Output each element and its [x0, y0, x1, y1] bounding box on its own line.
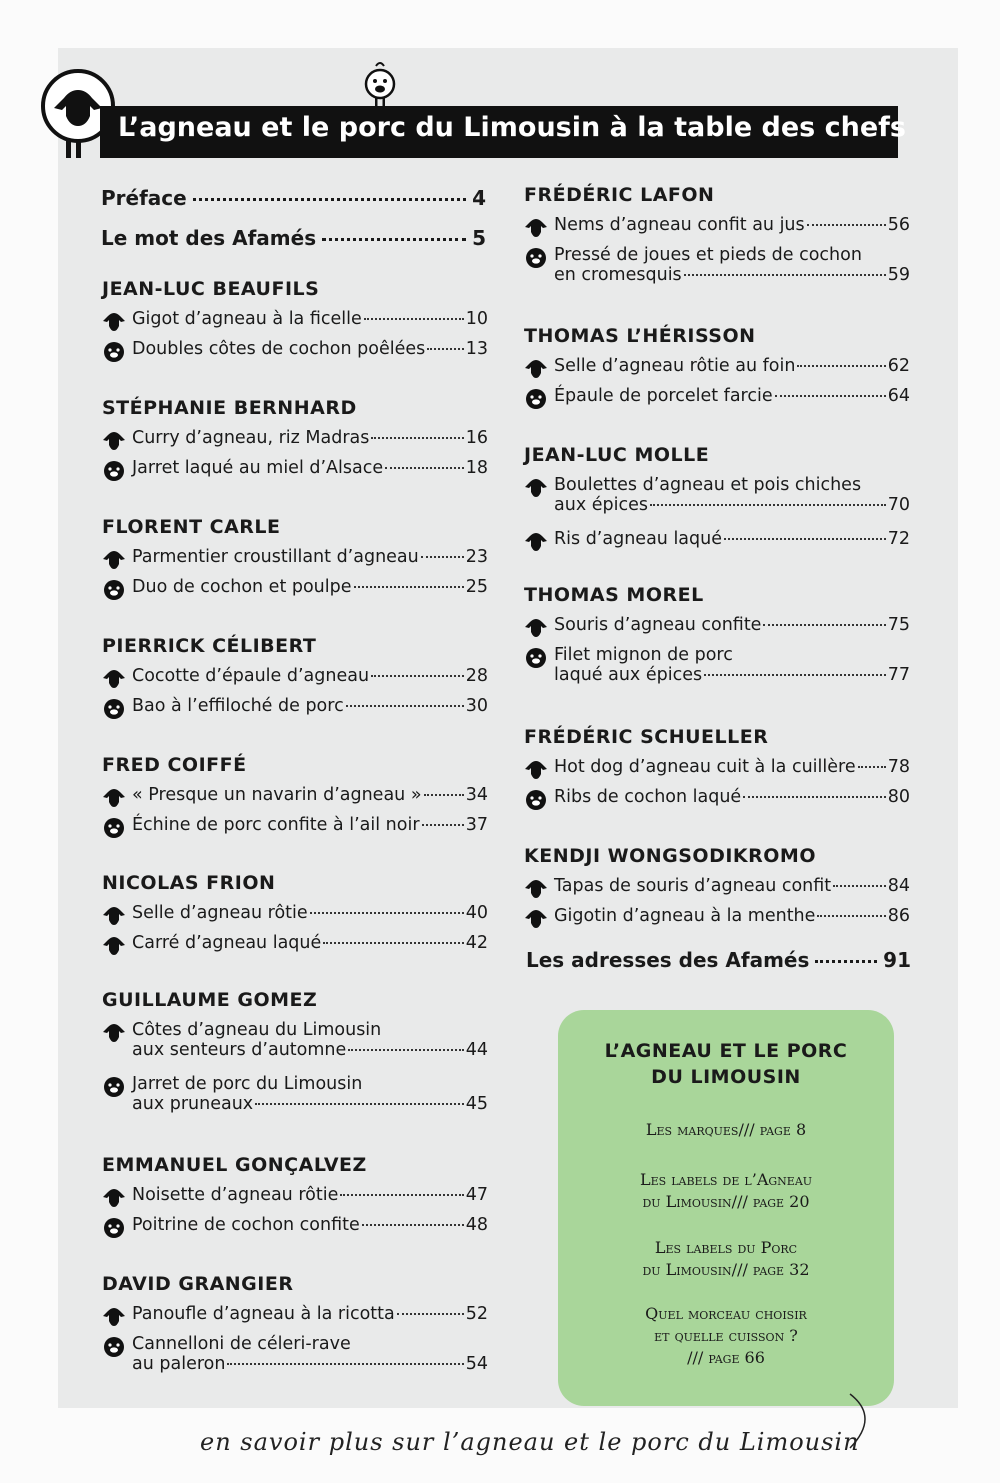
recipe-entry[interactable]	[524, 215, 910, 239]
leader-dots	[385, 467, 464, 469]
sheep-icon	[524, 531, 548, 553]
recipe-title: Pressé de joues et pieds de cochon	[554, 245, 862, 265]
pig-icon	[524, 647, 548, 669]
recipe-entry[interactable]	[102, 1020, 488, 1060]
leader-dots	[193, 198, 466, 201]
recipe-title: Doubles côtes de cochon poêlées	[132, 339, 426, 359]
recipe-entry[interactable]	[102, 458, 488, 482]
leader-dots	[322, 238, 466, 241]
chef-name: FLORENT CARLE	[102, 516, 281, 538]
pig-icon	[102, 817, 126, 839]
recipe-page-number: 80	[887, 787, 910, 807]
recipe-page-number: 28	[465, 666, 488, 686]
toc-page-number: 91	[883, 948, 911, 972]
sheep-icon	[102, 935, 126, 957]
leader-dots	[724, 538, 886, 540]
chef-name: GUILLAUME GOMEZ	[102, 989, 318, 1011]
footer-curve-decoration	[840, 1392, 890, 1452]
green-box-title-line1: L’AGNEAU ET LE PORC	[604, 1040, 848, 1062]
recipe-page-number: 25	[465, 577, 488, 597]
green-box-entry: Quel morceau choisir	[645, 1304, 807, 1323]
recipe-title: Jarret de porc du Limousin	[132, 1074, 363, 1094]
recipe-title: Cannelloni de céleri-rave	[132, 1334, 351, 1354]
recipe-page-number: 13	[465, 339, 488, 359]
recipe-entry[interactable]	[524, 906, 910, 930]
sheep-icon	[102, 787, 126, 809]
chef-name: DAVID GRANGIER	[102, 1273, 294, 1295]
recipe-page-number: 37	[465, 815, 488, 835]
sheep-icon	[102, 549, 126, 571]
recipe-entry[interactable]	[524, 386, 910, 410]
recipe-entry[interactable]	[524, 787, 910, 811]
leader-dots	[348, 1049, 463, 1051]
recipe-page-number: 45	[465, 1094, 488, 1114]
leader-dots	[421, 556, 464, 558]
recipe-title: Gigot d’agneau à la ficelle	[132, 309, 362, 329]
pig-icon	[102, 579, 126, 601]
leader-dots	[371, 437, 463, 439]
chef-name: FRÉDÉRIC SCHUELLER	[524, 726, 769, 748]
footer-handwritten-note: en savoir plus sur l’agneau et le porc du Limousin	[200, 1428, 860, 1456]
recipe-page-number: 77	[887, 665, 910, 685]
leader-dots	[323, 942, 463, 944]
recipe-title: Tapas de souris d’agneau confit	[554, 876, 832, 896]
recipe-entry[interactable]	[102, 1074, 488, 1114]
sheep-icon	[524, 878, 548, 900]
sheep-icon	[524, 477, 548, 499]
recipe-page-number: 16	[465, 428, 488, 448]
recipe-page-number: 42	[465, 933, 488, 953]
leader-dots	[354, 586, 464, 588]
chef-name: KENDJI WONGSODIKROMO	[524, 845, 816, 867]
recipe-entry[interactable]	[102, 903, 488, 927]
recipe-entry[interactable]	[102, 339, 488, 363]
chef-name: PIERRICK CÉLIBERT	[102, 635, 317, 657]
leader-dots	[346, 705, 464, 707]
leader-dots	[227, 1363, 463, 1365]
recipe-entry[interactable]	[102, 428, 488, 452]
recipe-title: Panoufle d’agneau à la ricotta	[132, 1304, 395, 1324]
leader-dots	[807, 224, 886, 226]
recipe-entry[interactable]	[524, 876, 910, 900]
recipe-page-number: 86	[887, 906, 910, 926]
recipe-entry[interactable]	[102, 1185, 488, 1209]
leader-dots	[684, 274, 886, 276]
leader-dots	[422, 824, 464, 826]
recipe-title: Carré d’agneau laqué	[132, 933, 322, 953]
sheep-icon	[102, 311, 126, 333]
sheep-icon	[102, 1306, 126, 1328]
leader-dots	[255, 1103, 464, 1105]
recipe-page-number: 23	[465, 547, 488, 567]
recipe-title: Nems d’agneau confit au jus	[554, 215, 805, 235]
recipe-page-number: 78	[887, 757, 910, 777]
chef-name: THOMAS L’HÉRISSON	[524, 325, 756, 347]
leader-dots	[371, 675, 464, 677]
recipe-page-number: 62	[887, 356, 910, 376]
recipe-title: Poitrine de cochon confite	[132, 1215, 360, 1235]
recipe-entry[interactable]	[524, 475, 910, 515]
pig-icon	[524, 388, 548, 410]
recipe-title: laqué aux épices	[554, 665, 703, 685]
leader-dots	[817, 915, 885, 917]
recipe-entry[interactable]	[524, 529, 910, 553]
recipe-page-number: 56	[887, 215, 910, 235]
recipe-entry[interactable]	[102, 309, 488, 333]
toc-entry-label: Le mot des Afamés	[101, 226, 317, 250]
leader-dots	[424, 794, 464, 796]
leader-dots	[340, 1194, 463, 1196]
recipe-title: Cocotte d’épaule d’agneau	[132, 666, 370, 686]
recipe-page-number: 10	[465, 309, 488, 329]
recipe-page-number: 47	[465, 1185, 488, 1205]
toc-main-entry[interactable]	[101, 186, 486, 210]
recipe-title: Souris d’agneau confite	[554, 615, 762, 635]
recipe-entry[interactable]	[524, 356, 910, 380]
recipe-title: Échine de porc confite à l’ail noir	[132, 815, 420, 835]
pig-icon	[524, 789, 548, 811]
recipe-title: aux pruneaux	[132, 1094, 254, 1114]
leader-dots	[775, 395, 886, 397]
toc-page-number: 4	[472, 186, 486, 210]
pig-logo-icon	[360, 58, 400, 106]
chef-name: FRÉDÉRIC LAFON	[524, 184, 715, 206]
recipe-entry[interactable]	[102, 666, 488, 690]
leader-dots	[833, 885, 886, 887]
leader-dots	[743, 796, 886, 798]
sheep-icon	[524, 759, 548, 781]
chef-name: EMMANUEL GONÇALVEZ	[102, 1154, 367, 1176]
recipe-entry[interactable]	[102, 1215, 488, 1239]
pig-icon	[102, 460, 126, 482]
recipe-entry[interactable]	[102, 1334, 488, 1374]
leader-dots	[815, 960, 877, 963]
toc-page-number: 5	[472, 226, 486, 250]
leader-dots	[858, 766, 886, 768]
green-box-entry: et quelle cuisson ?	[654, 1326, 798, 1345]
recipe-entry[interactable]	[102, 1304, 488, 1328]
recipe-entry[interactable]	[102, 577, 488, 601]
toc-main-entry[interactable]	[101, 226, 486, 250]
recipe-title: Duo de cochon et poulpe	[132, 577, 352, 597]
green-box-title-line2: DU LIMOUSIN	[651, 1066, 801, 1088]
recipe-title: Curry d’agneau, riz Madras	[132, 428, 370, 448]
recipe-page-number: 44	[465, 1040, 488, 1060]
recipe-page-number: 54	[465, 1354, 488, 1374]
recipe-title: Ris d’agneau laqué	[554, 529, 722, 549]
pig-icon	[102, 1336, 126, 1358]
green-info-box	[558, 1010, 894, 1406]
leader-dots	[362, 1224, 464, 1226]
recipe-entry[interactable]	[524, 645, 910, 685]
recipe-entry[interactable]	[524, 615, 910, 639]
toc-main-entry[interactable]	[526, 948, 911, 972]
sheep-icon	[524, 217, 548, 239]
sheep-icon	[102, 430, 126, 452]
recipe-entry[interactable]	[524, 757, 910, 781]
recipe-title: Jarret laqué au miel d’Alsace	[132, 458, 384, 478]
leader-dots	[797, 365, 885, 367]
recipe-title: au paleron	[132, 1354, 226, 1374]
green-box-entry: du Limousin/// page 32	[642, 1260, 810, 1279]
chef-name: JEAN-LUC BEAUFILS	[102, 278, 320, 300]
recipe-page-number: 18	[465, 458, 488, 478]
leader-dots	[364, 318, 464, 320]
pig-icon	[524, 247, 548, 269]
recipe-entry[interactable]	[102, 547, 488, 571]
chef-name: FRED COIFFÉ	[102, 754, 247, 776]
recipe-page-number: 34	[465, 785, 488, 805]
recipe-title: Selle d’agneau rôtie	[132, 903, 308, 923]
recipe-title: en cromesquis	[554, 265, 682, 285]
green-box-entry: du Limousin/// page 20	[642, 1192, 810, 1211]
chef-name: STÉPHANIE BERNHARD	[102, 397, 357, 419]
recipe-page-number: 52	[465, 1304, 488, 1324]
sheep-icon	[102, 905, 126, 927]
recipe-page-number: 75	[887, 615, 910, 635]
chef-name: NICOLAS FRION	[102, 872, 276, 894]
green-box-entry: Les marques/// page 8	[645, 1120, 807, 1139]
recipe-title: Noisette d’agneau rôtie	[132, 1185, 339, 1205]
recipe-entry[interactable]	[102, 785, 488, 809]
sheep-icon	[102, 1187, 126, 1209]
green-box-entry: Les labels de l’Agneau	[639, 1170, 813, 1189]
recipe-entry[interactable]	[524, 245, 910, 285]
sheep-icon	[102, 668, 126, 690]
page-title: L’agneau et le porc du Limousin à la table des chefs	[118, 112, 906, 143]
pig-icon	[102, 1217, 126, 1239]
toc-entry-label: Les adresses des Afamés	[526, 948, 810, 972]
recipe-title: Parmentier croustillant d’agneau	[132, 547, 419, 567]
recipe-title: Gigotin d’agneau à la menthe	[554, 906, 816, 926]
recipe-title: Ribs de cochon laqué	[554, 787, 742, 807]
toc-entry-label: Préface	[101, 186, 187, 210]
recipe-page-number: 64	[887, 386, 910, 406]
sheep-icon	[524, 908, 548, 930]
sheep-icon	[524, 617, 548, 639]
leader-dots	[650, 504, 886, 506]
recipe-title: Filet mignon de porc	[554, 645, 733, 665]
pig-icon	[102, 341, 126, 363]
recipe-page-number: 30	[465, 696, 488, 716]
recipe-title: Épaule de porcelet farcie	[554, 386, 773, 406]
chef-name: THOMAS MOREL	[524, 584, 704, 606]
green-box-entry: Les labels du Porc	[654, 1238, 798, 1257]
leader-dots	[427, 348, 463, 350]
pig-icon	[102, 1076, 126, 1098]
recipe-page-number: 59	[887, 265, 910, 285]
recipe-page-number: 48	[465, 1215, 488, 1235]
recipe-entry[interactable]	[102, 815, 488, 839]
recipe-title: aux épices	[554, 495, 648, 515]
leader-dots	[310, 912, 464, 914]
leader-dots	[704, 674, 886, 676]
recipe-page-number: 72	[887, 529, 910, 549]
recipe-title: Hot dog d’agneau cuit à la cuillère	[554, 757, 856, 777]
recipe-title: Boulettes d’agneau et pois chiches	[554, 475, 862, 495]
recipe-entry[interactable]	[102, 696, 488, 720]
recipe-title: Selle d’agneau rôtie au foin	[554, 356, 796, 376]
recipe-title: Côtes d’agneau du Limousin	[132, 1020, 382, 1040]
leader-dots	[763, 624, 885, 626]
recipe-title: « Presque un navarin d’agneau »	[132, 785, 422, 805]
sheep-icon	[102, 1022, 126, 1044]
chef-name: JEAN-LUC MOLLE	[524, 444, 710, 466]
sheep-icon	[524, 358, 548, 380]
recipe-title: aux senteurs d’automne	[132, 1040, 347, 1060]
recipe-entry[interactable]	[102, 933, 488, 957]
recipe-page-number: 40	[465, 903, 488, 923]
green-box-entry: /// page 66	[687, 1348, 765, 1367]
pig-icon	[102, 698, 126, 720]
recipe-page-number: 84	[887, 876, 910, 896]
recipe-title: Bao à l’effiloché de porc	[132, 696, 344, 716]
recipe-page-number: 70	[887, 495, 910, 515]
leader-dots	[397, 1313, 464, 1315]
